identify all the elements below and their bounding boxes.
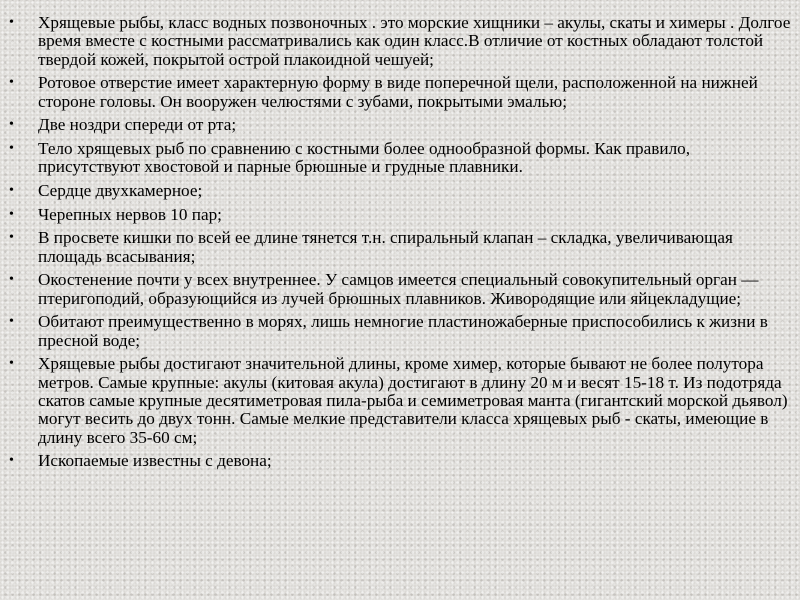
bullet-item: [8, 140, 794, 177]
bullet-item: [8, 452, 794, 470]
bullet-text: Черепных нервов 10 пар;: [38, 204, 222, 224]
bullet-list: [8, 14, 794, 476]
bullet-item: [8, 229, 794, 266]
bullet-text: Ротовое отверстие имеет характерную форму в виде поперечной щели, расположенной на нижней стороне головы. Он вооружен челюстями с зубами, покрытыми эмалью;: [38, 73, 758, 111]
bullet-item: [8, 313, 794, 350]
bullet-marker: •: [9, 356, 14, 372]
bullet-marker: •: [9, 453, 14, 469]
bullet-marker: •: [9, 141, 14, 156]
bullet-text: Окостенение почти у всех внутреннее. У самцов имеется специальный совокупительный орган — птеригоподий, образующийся из лучей брюшных плавников. Живородящие или яйцекладущие;: [38, 270, 759, 308]
bullet-marker: •: [9, 272, 14, 288]
bullet-marker: •: [9, 314, 14, 330]
bullet-item: [8, 74, 794, 111]
bullet-text: Обитают преимущественно в морях, лишь немногие пластиножаберные приспособились к жизни в пресной воде;: [38, 312, 768, 350]
bullet-item: [8, 182, 794, 200]
bullet-text: В просвете кишки по всей ее длине тянется т.н. спиральный клапан – складка, увеличивающая площадь всасывания;: [38, 228, 733, 266]
bullet-text: Сердце двухкамерное;: [38, 181, 203, 200]
bullet-text: Хрящевые рыбы достигают значительной длины, кроме химер, которые бывают не более полутора метров. Самые крупные: акулы (китовая акула) достигают в длину 20 м и весят 15-18 т. Из подотряда скатов самые крупные десятиметровая пила-рыба и семиметровая манта (гигантский морской дьявол) могут весить до двух тонн. Самые мелкие представители класса хрящевых рыб - скаты, имеющие в длину всего 35-60 см;: [38, 354, 788, 447]
bullet-marker: •: [9, 75, 14, 91]
bullet-item: [8, 116, 794, 134]
bullet-marker: •: [9, 230, 14, 246]
bullet-text: Две ноздри спереди от рта;: [38, 115, 237, 135]
bullet-item: [8, 355, 794, 447]
bullet-marker: •: [9, 206, 14, 222]
bullet-text: Хрящевые рыбы, класс водных позвоночных . это морские хищники – акулы, скаты и химеры . Долгое время вместе с костными рассматривались как один класс.В отличие от костных обладают толстой твердой кожей, покрытой острой плакоидной чешуей;: [38, 13, 791, 69]
bullet-marker: •: [9, 15, 14, 30]
bullet-text: Тело хрящевых рыб по сравнению с костными более однообразной формы. Как правило, присутствуют хвостовой и парные брюшные и грудные плавники.: [38, 139, 691, 177]
bullet-marker: •: [9, 183, 14, 198]
bullet-text: Ископаемые известны с девона;: [38, 451, 272, 471]
bullet-marker: •: [9, 117, 14, 133]
bullet-item: [8, 271, 794, 308]
bullet-item: [8, 14, 794, 69]
bullet-item: [8, 206, 794, 224]
